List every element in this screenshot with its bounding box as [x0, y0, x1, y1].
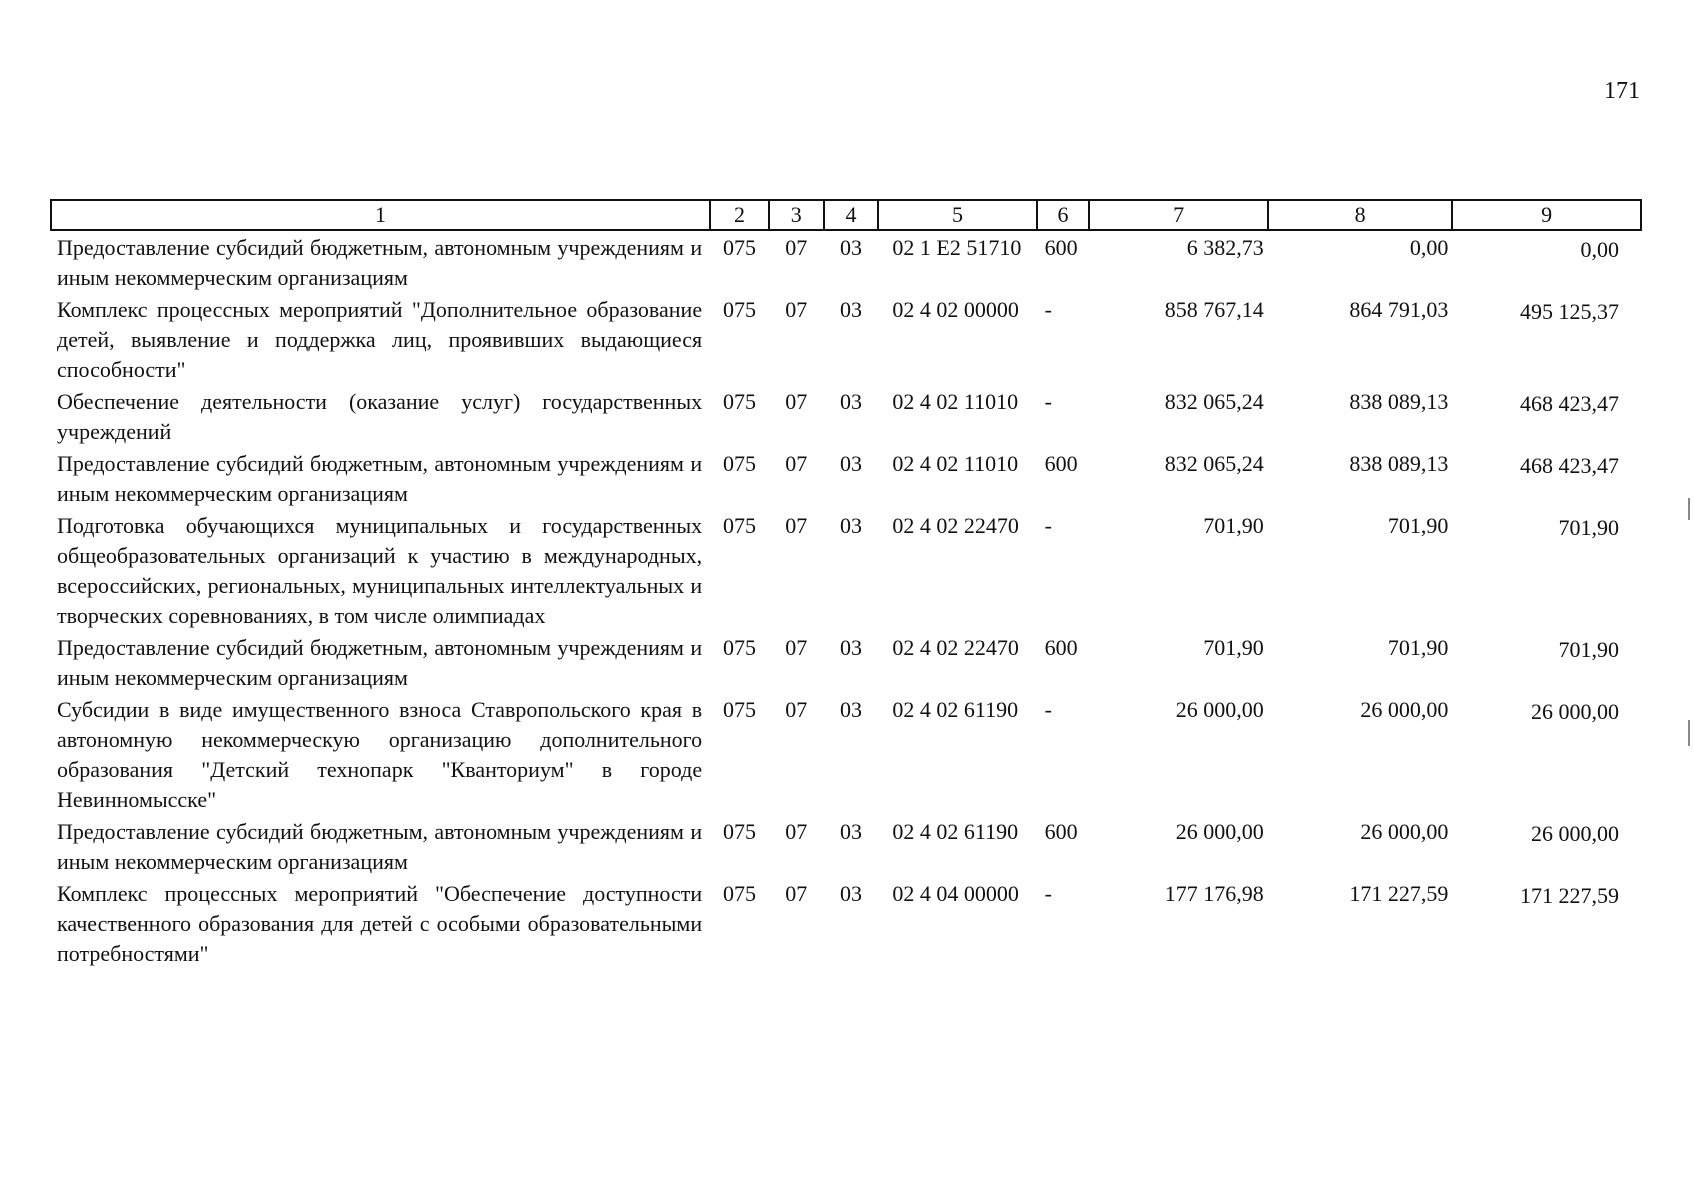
row-c4: 03 — [840, 389, 863, 414]
row-c5: 02 4 02 22470 — [892, 635, 1019, 660]
scan-edge-mark — [1688, 720, 1690, 746]
row-c3: 07 — [785, 389, 808, 414]
row-c8: 0,00 — [1409, 235, 1449, 260]
row-c7: 26 000,00 — [1175, 697, 1264, 722]
row-name: Субсидии в виде имущественного взноса Ставропольского края в автономную некоммерческую организацию дополнительного образования "Детский технопарк "Кванториум" в городе Невинномысске" — [57, 697, 703, 812]
row-c2: 075 — [723, 389, 757, 414]
row-c4: 03 — [840, 297, 863, 322]
table-row — [51, 815, 1641, 877]
header-col-2: 2 — [710, 200, 769, 230]
row-c9: 26 000,00 — [1531, 699, 1619, 724]
row-name: Обеспечение деятельности (оказание услуг) государственных учреждений — [57, 389, 703, 444]
row-c6: 600 — [1044, 819, 1078, 844]
row-c9: 171 227,59 — [1520, 883, 1619, 908]
header-col-3: 3 — [769, 200, 824, 230]
row-c9: 0,00 — [1580, 237, 1619, 262]
row-c9: 701,90 — [1558, 515, 1619, 540]
row-c2: 075 — [723, 697, 757, 722]
row-c3: 07 — [785, 635, 808, 660]
row-c2: 075 — [723, 235, 757, 260]
row-c7: 832 065,24 — [1164, 451, 1264, 476]
row-name: Комплекс процессных мероприятий "Дополнительное образование детей, выявление и поддержка лиц, проявивших выдающиеся способности" — [57, 297, 703, 382]
row-c2: 075 — [723, 297, 757, 322]
row-c5: 02 4 04 00000 — [892, 881, 1019, 906]
row-c9: 468 423,47 — [1520, 391, 1619, 416]
row-c6: 600 — [1044, 635, 1078, 660]
row-c7: 701,90 — [1203, 635, 1264, 660]
row-c8: 864 791,03 — [1349, 297, 1449, 322]
header-col-8: 8 — [1268, 200, 1453, 230]
row-c3: 07 — [785, 451, 808, 476]
row-name: Комплекс процессных мероприятий "Обеспечение доступности качественного образования для детей с особыми образовательными потребностями" — [57, 881, 703, 966]
row-c2: 075 — [723, 819, 757, 844]
table-row — [51, 385, 1641, 447]
row-name: Предоставление субсидий бюджетным, автономным учреждениям и иным некоммерческим организациям — [57, 819, 703, 874]
row-c5: 02 4 02 00000 — [892, 297, 1019, 322]
row-c3: 07 — [785, 697, 808, 722]
header-col-1: 1 — [51, 200, 710, 230]
header-row — [51, 200, 1641, 230]
table-row — [51, 693, 1641, 815]
row-c5: 02 4 02 11010 — [892, 451, 1019, 476]
row-c4: 03 — [840, 635, 863, 660]
row-c5: 02 4 02 61190 — [892, 697, 1019, 722]
header-col-9: 9 — [1452, 200, 1641, 230]
row-c5: 02 1 Е2 51710 — [892, 235, 1022, 260]
page-number: 171 — [1604, 78, 1640, 104]
row-c3: 07 — [785, 513, 808, 538]
row-c7: 6 382,73 — [1186, 235, 1264, 260]
row-c6: 600 — [1044, 451, 1078, 476]
row-c3: 07 — [785, 235, 808, 260]
table-row — [51, 447, 1641, 509]
row-name: Предоставление субсидий бюджетным, автономным учреждениям и иным некоммерческим организациям — [57, 451, 703, 506]
row-c3: 07 — [785, 819, 808, 844]
row-c6: - — [1044, 297, 1052, 322]
row-c8: 838 089,13 — [1349, 389, 1449, 414]
table-row — [51, 293, 1641, 385]
row-c4: 03 — [840, 235, 863, 260]
table-row — [51, 230, 1641, 293]
row-c9: 495 125,37 — [1520, 299, 1619, 324]
table-row — [51, 509, 1641, 631]
row-c2: 075 — [723, 451, 757, 476]
row-c4: 03 — [840, 881, 863, 906]
row-c6: - — [1044, 697, 1052, 722]
row-c3: 07 — [785, 881, 808, 906]
row-c7: 858 767,14 — [1164, 297, 1264, 322]
row-c6: 600 — [1044, 235, 1078, 260]
header-col-4: 4 — [824, 200, 879, 230]
row-name: Предоставление субсидий бюджетным, автономным учреждениям и иным некоммерческим организациям — [57, 235, 703, 290]
row-c8: 26 000,00 — [1360, 697, 1449, 722]
row-c7: 701,90 — [1203, 513, 1264, 538]
row-c4: 03 — [840, 513, 863, 538]
row-c5: 02 4 02 61190 — [892, 819, 1019, 844]
table-row — [51, 877, 1641, 969]
header-col-6: 6 — [1037, 200, 1090, 230]
budget-table — [50, 199, 1642, 969]
row-c6: - — [1044, 389, 1052, 414]
row-c5: 02 4 02 22470 — [892, 513, 1019, 538]
row-c8: 838 089,13 — [1349, 451, 1449, 476]
row-c7: 26 000,00 — [1175, 819, 1264, 844]
row-c9: 26 000,00 — [1531, 821, 1619, 846]
row-c6: - — [1044, 881, 1052, 906]
row-c8: 171 227,59 — [1349, 881, 1449, 906]
row-c8: 26 000,00 — [1360, 819, 1449, 844]
row-c6: - — [1044, 513, 1052, 538]
header-col-5: 5 — [878, 200, 1036, 230]
row-c9: 701,90 — [1558, 637, 1619, 662]
row-c3: 07 — [785, 297, 808, 322]
row-c2: 075 — [723, 881, 757, 906]
row-c2: 075 — [723, 513, 757, 538]
row-c4: 03 — [840, 451, 863, 476]
row-c7: 177 176,98 — [1164, 881, 1264, 906]
budget-table-container — [50, 199, 1642, 969]
row-c9: 468 423,47 — [1520, 453, 1619, 478]
row-c7: 832 065,24 — [1164, 389, 1264, 414]
scan-edge-mark — [1688, 498, 1690, 520]
row-c8: 701,90 — [1387, 513, 1449, 538]
row-c4: 03 — [840, 819, 863, 844]
row-c5: 02 4 02 11010 — [892, 389, 1019, 414]
header-col-7: 7 — [1089, 200, 1267, 230]
table-row — [51, 631, 1641, 693]
row-c4: 03 — [840, 697, 863, 722]
row-c8: 701,90 — [1387, 635, 1449, 660]
row-c2: 075 — [723, 635, 757, 660]
row-name: Подготовка обучающихся муниципальных и государственных общеобразовательных организаций к участию в международных, всероссийских, региональных, муниципальных интеллектуальных и творческих соревнованиях, в том числе олимпиадах — [57, 513, 703, 628]
row-name: Предоставление субсидий бюджетным, автономным учреждениям и иным некоммерческим организациям — [57, 635, 703, 690]
